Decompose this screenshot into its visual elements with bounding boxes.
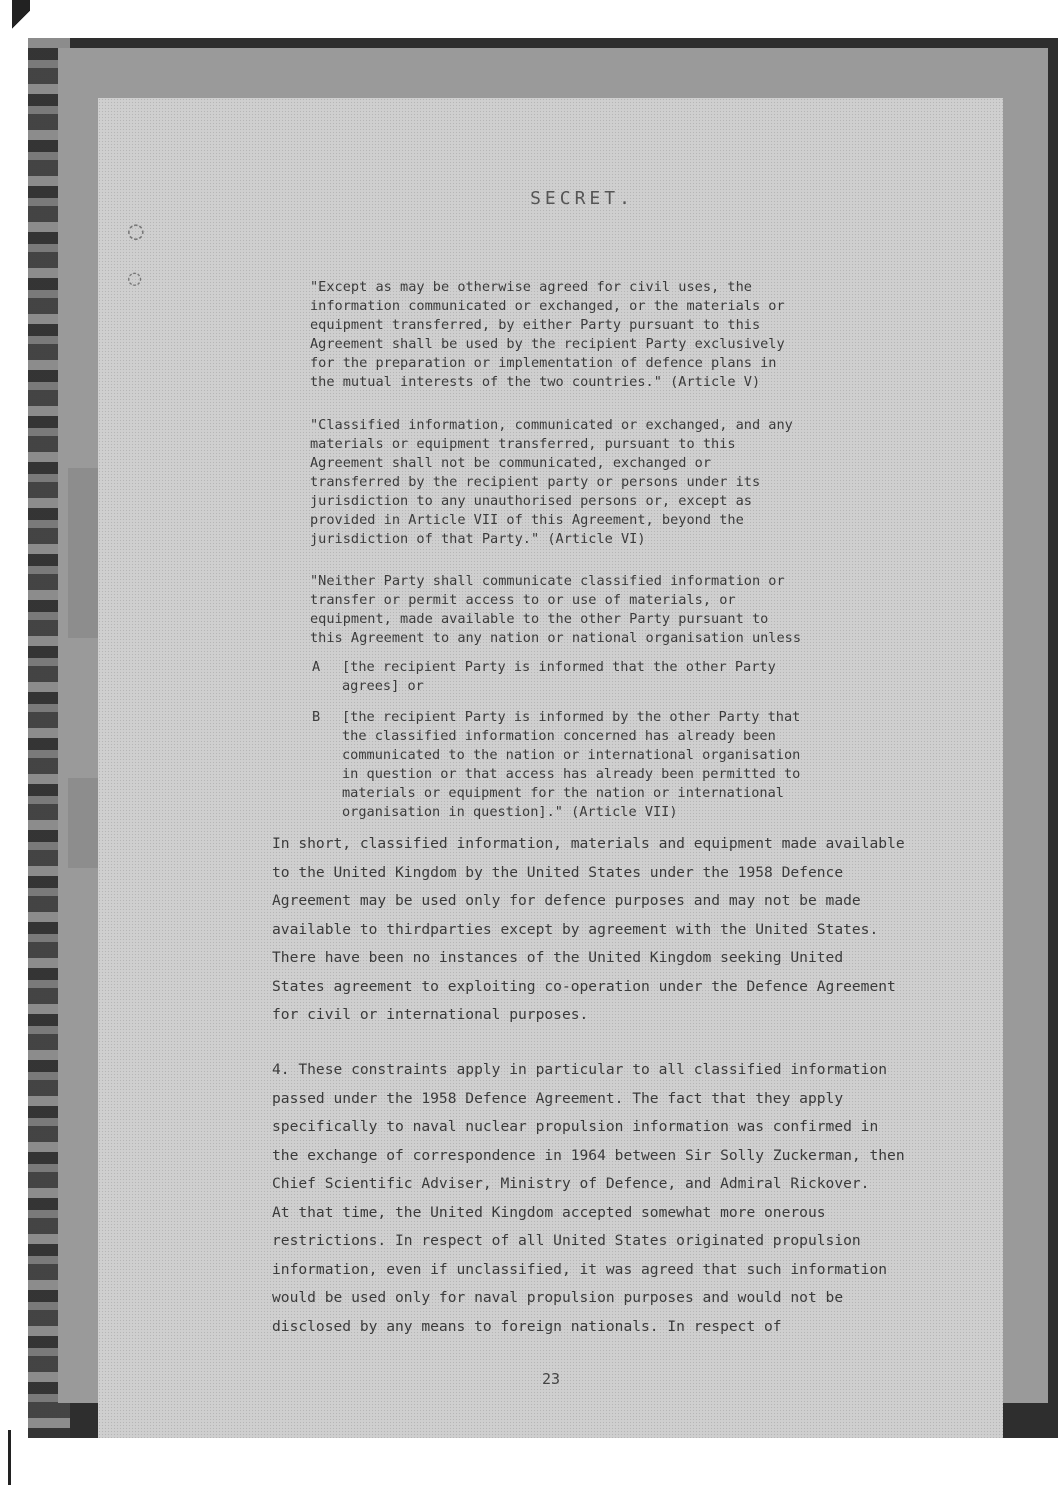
scan-corner-mark xyxy=(8,1430,25,1485)
list-item xyxy=(312,658,882,698)
document-page xyxy=(98,98,1003,1438)
summary-paragraph: In short, classified information, materials and equipment made available to the United Kingdom by the United States under the 1958 Defence Agreement may be used only for defence purposes and may not be made available to thirdparties except by agreement with the United States. There have been no instances of the United Kingdom seeking United States agreement to exploiting co-operation under the Defence Agreement for civil or international purposes. xyxy=(272,835,905,1023)
classification-header: SECRET. xyxy=(530,188,634,209)
scan-corner-mark xyxy=(12,0,30,40)
scanned-document xyxy=(28,38,1058,1438)
quote-article-v: "Except as may be otherwise agreed for civil uses, the information communicated or exchanged, or the materials or equipment transferred, by either Party pursuant to this Agreement shall be used by the recipient Party exclusively for the preparation or implementation of defence plans in the mutual interests of the two countries." (Article V) xyxy=(310,279,785,390)
list-item-letter: B xyxy=(312,709,321,725)
page-number: 23 xyxy=(541,1370,561,1388)
quote-article-vii: "Neither Party shall communicate classified information or transfer or permit access to or use of materials, or equipment, made available to the other Party pursuant to this Agreement to any nation or national organisation unless xyxy=(310,573,802,646)
list-item-letter: A xyxy=(312,659,321,675)
list-item-text: [the recipient Party is informed that the other Party agrees] or xyxy=(342,659,776,694)
quote-article-vi: "Classified information, communicated or exchanged, and any materials or equipment transferred, pursuant to this Agreement shall not be communicated, exchanged or transferred by the recipient party or persons under its jurisdiction to any unauthorised persons or, except as provided in Article VII of this Agreement, beyond the jurisdiction of that Party." (Article VI) xyxy=(310,417,793,547)
margin-circle-mark: ◌ xyxy=(128,266,142,291)
list-item-text: [the recipient Party is informed by the other Party that the classified information concerned has already been communicated to the nation or international organisation in question or that access has already been permitted to materials or equipment for the nation or international organisation in question]." (Article VII) xyxy=(342,709,801,820)
paragraph-4: 4. These constraints apply in particular to all classified information passed under the 1958 Defence Agreement. The fact that they apply specifically to naval nuclear propulsion information was confirmed in the exchange of correspondence in 1964 between Sir Solly Zuckerman, then Chief Scientific Adviser, Ministry of Defence, and Admiral Rickover. At that time, the United Kingdom accepted somewhat more onerous restrictions. In respect of all United States originated propulsion information, even if unclassified, it was agreed that such information would be used only for naval propulsion purposes and would not be disclosed by any means to foreign nationals. In respect of xyxy=(272,1061,905,1335)
margin-circle-mark: ◌ xyxy=(128,216,144,246)
list-item xyxy=(312,708,882,828)
